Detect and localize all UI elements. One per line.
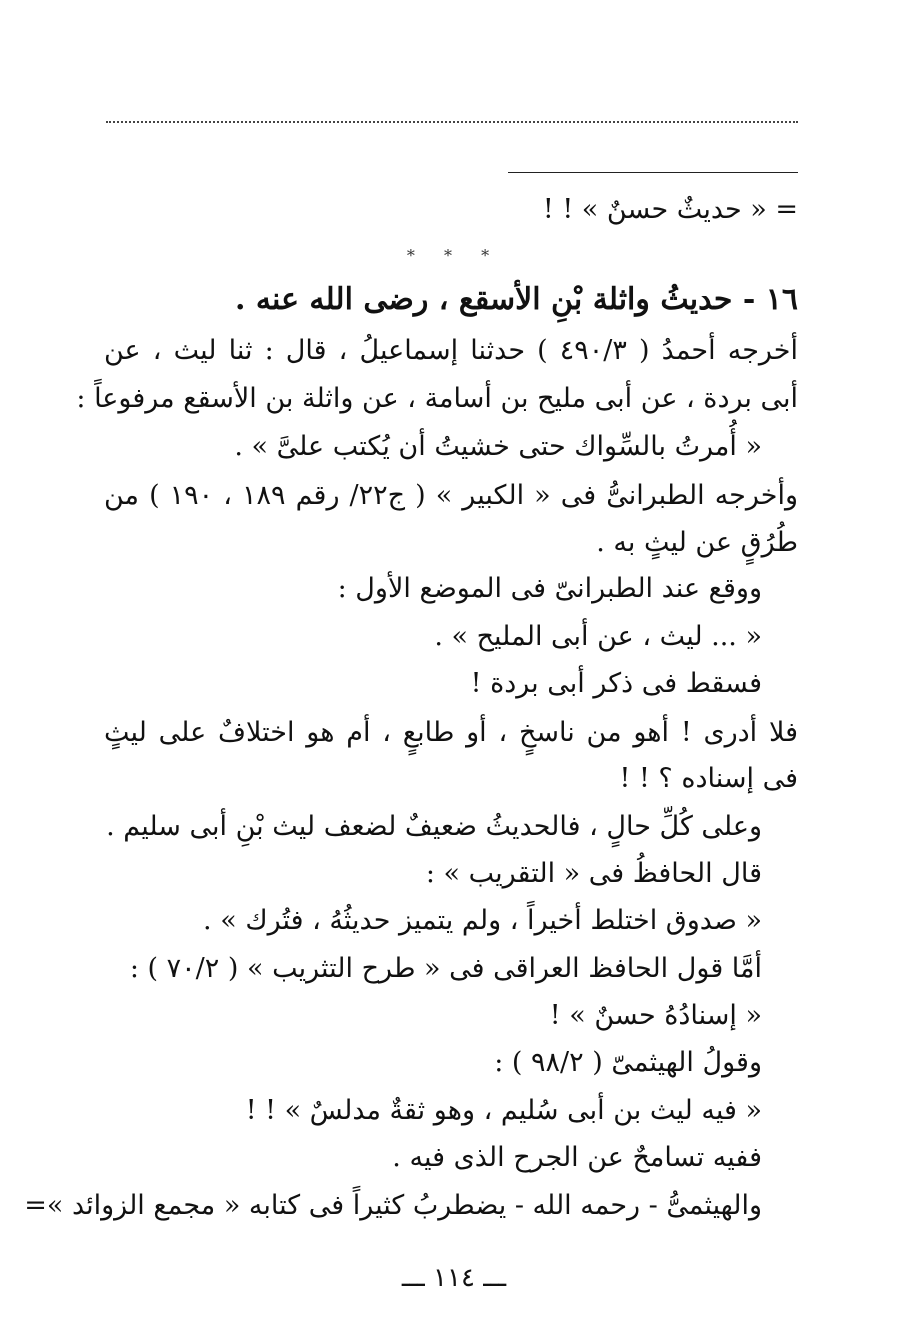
hadith-heading: ١٦ - حديثُ واثلة بْنِ الأسقع ، رضى الله عنه . bbox=[235, 282, 798, 317]
body-line-1: أخرجه أحمدُ ( ٤٩٠/٣ ) حدثنا إسماعيلُ ، قال : ثنا ليث ، عن bbox=[104, 335, 798, 366]
body-line-17: « فيه ليث بن أبى سُليم ، وهو ثقةٌ مدلسٌ » ! ! bbox=[245, 1095, 762, 1126]
body-line-3: « أُمرتُ بالسِّواك حتى خشيتُ أن يُكتب علىَّ » . bbox=[234, 431, 762, 462]
body-line-13: « صدوق اختلط أخيراً ، ولم يتميز حديثُهُ ، فتُرك » . bbox=[203, 905, 762, 936]
body-line-5: طُرُقٍ عن ليثٍ به . bbox=[596, 527, 798, 558]
page-number: ـــ ١١٤ ـــ bbox=[401, 1263, 507, 1293]
footnote-rule bbox=[508, 172, 798, 173]
dotted-separator-line bbox=[106, 121, 798, 123]
body-line-14: أمَّا قول الحافظ العراقى فى « طرح التثريب » ( ٧٠/٢ ) : bbox=[129, 953, 762, 984]
body-line-16: وقولُ الهيثمىّ ( ٩٨/٢ ) : bbox=[494, 1047, 762, 1078]
footnote-continuation: = « حديثٌ حسنٌ » ! ! bbox=[542, 194, 798, 225]
body-line-9: فلا أدرى ! أهو من ناسخٍ ، أو طابعٍ ، أم هو اختلافٌ على ليثٍ bbox=[104, 717, 798, 748]
body-line-10: فى إسناده ؟ ! ! bbox=[619, 763, 798, 794]
body-line-6: ووقع عند الطبرانىّ فى الموضع الأول : bbox=[337, 573, 762, 604]
body-line-11: وعلى كُلِّ حالٍ ، فالحديثُ ضعيفٌ لضعف ليث بْنِ أبى سليم . bbox=[106, 811, 762, 842]
body-line-8: فسقط فى ذكر أبى بردة ! bbox=[470, 668, 762, 699]
body-line-19: والهيثمىُّ - رحمه الله - يضطربُ كثيراً فى كتابه « مجمع الزوائد »= bbox=[24, 1190, 762, 1221]
body-line-18: ففيه تسامحٌ عن الجرح الذى فيه . bbox=[392, 1142, 762, 1173]
body-line-4: وأخرجه الطبرانىُّ فى « الكبير » ( ج٢٢/ رقم ١٨٩ ، ١٩٠ ) من bbox=[104, 480, 798, 511]
body-line-12: قال الحافظُ فى « التقريب » : bbox=[425, 858, 762, 889]
body-line-15: « إسنادُهُ حسنٌ » ! bbox=[549, 1000, 762, 1031]
body-line-2: أبى بردة ، عن أبى مليح بن أسامة ، عن واثلة بن الأسقع مرفوعاً : bbox=[76, 383, 798, 414]
section-separator-stars: * * * bbox=[406, 246, 502, 265]
body-line-7: « ... ليث ، عن أبى المليح » . bbox=[434, 621, 762, 652]
